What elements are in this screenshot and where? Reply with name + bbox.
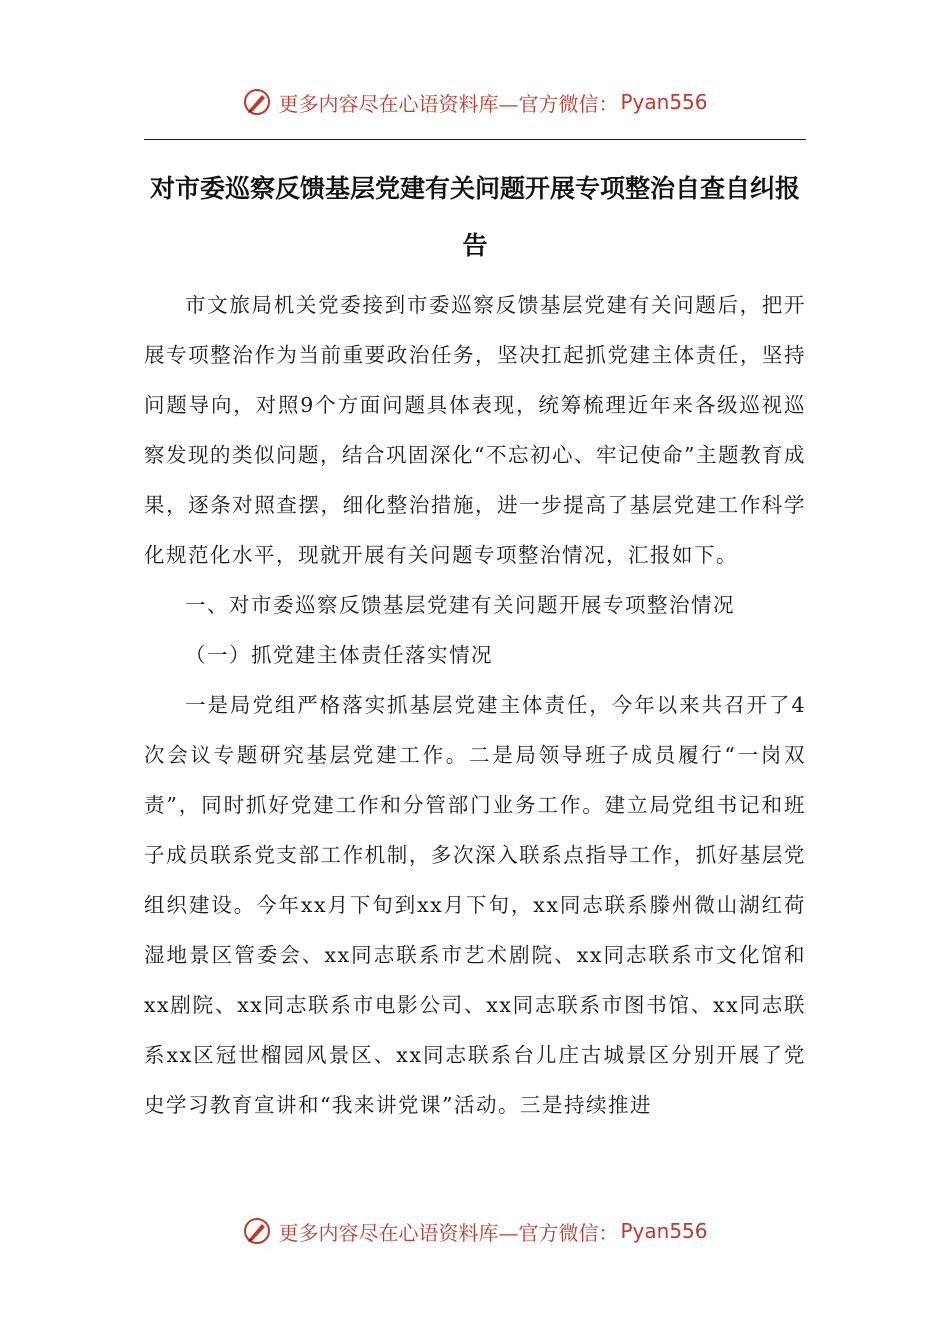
paragraph-body: 一是局党组严格落实抓基层党建主体责任，今年以来共召开了4次会议专题研究基层党建工作。二是局领导班子成员履行“一岗双责”，同时抓好党建工作和分管部门业务工作。建立局党组书记和班子成员联系党支部工作机制，多次深入联系点指导工作，抓好基层党组织建设。今年xx月下旬到xx月下旬，xx同志联系滕州微山湖红荷湿地景区管委会、xx同志联系市艺术剧院、xx同志联系市文化馆和xx剧院、xx同志联系市电影公司、xx同志联系市图书馆、xx同志联系xx区冠世榴园风景区、xx同志联系台儿庄古城景区分别开展了党史学习教育宣讲和“我来讲党课”活动。三是持续推进 [144, 693, 806, 1117]
document-title: 对市委巡察反馈基层党建有关问题开展专项整治自查自纠报告 [149, 174, 800, 260]
document-body [144, 280, 806, 1130]
paragraph-intro: 市文旅局机关党委接到市委巡察反馈基层党建有关问题后，把开展专项整治作为当前重要政治任务，坚决扛起抓党建主体责任，坚持问题导向，对照9个方面问题具体表现，统筹梳理近年来各级巡视巡察发现的类似问题，结合巩固深化“不忘初心、牢记使命”主题教育成果，逐条对照查摆，细化整治措施，进一步提高了基层党建工作科学化规范化水平，现就开展有关问题专项整治情况，汇报如下。 [144, 293, 806, 567]
pen-logo-icon [242, 87, 272, 117]
watermark-wechat-id: Pyan556 [620, 1219, 708, 1243]
pen-logo-icon [242, 1216, 272, 1246]
watermark-text: 更多内容尽在心语资料库—官方微信： [278, 91, 619, 116]
watermark-wechat-id: Pyan556 [620, 90, 708, 114]
watermark-header [0, 82, 950, 122]
watermark-text: 更多内容尽在心语资料库—官方微信： [278, 1220, 619, 1245]
watermark-footer [0, 1211, 950, 1251]
subsection-heading-1: （一）抓党建主体责任落实情况 [185, 643, 493, 667]
header-divider [144, 139, 806, 140]
section-heading-1: 一、对市委巡察反馈基层党建有关问题开展专项整治情况 [185, 593, 735, 617]
